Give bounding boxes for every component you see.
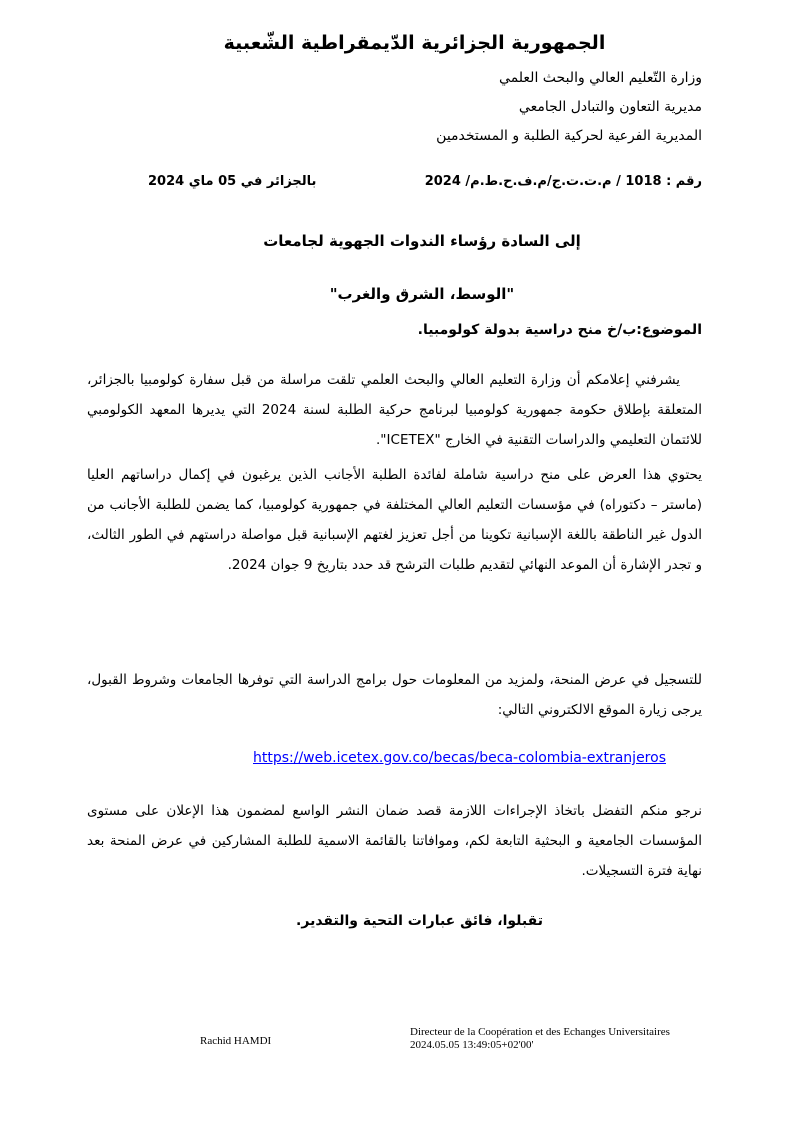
icetex-link[interactable]: https://web.icetex.gov.co/becas/beca-colombia-extranjeros (253, 750, 666, 766)
closing-salutation: تقبلوا، فائق عبارات التحية والتقدير. (296, 913, 543, 929)
addressee-line-1: إلى السادة رؤساء الندوات الجهوية لجامعات (263, 232, 581, 250)
paragraph-2-text: يحتوي هذا العرض على منح دراسية شاملة لفائدة الطلبة الأجانب الذين يرغبون في إكمال دراساتهم العليا (ماستر – دكتوراه) في مؤسسات التعليم العالي المختلفة في جمهورية كولومبيا، كما يضمن للطلبة الأجانب من الدول غير الناطقة باللغة الإسبانية تكوينا من أجل تعزيز لغتهم الإسبانية قبل مواصلة دراستهم في الطور الثالث، و تجدر الإشارة أن الموعد النهائي لتقديم طلبات الترشح قد حدد بتاريخ 9 جوان 2024. (87, 467, 702, 573)
sub-directorate-name: المديرية الفرعية لحركية الطلبة و المستخدمين (436, 128, 702, 144)
subject-line: الموضوع:ب/خ منح دراسية بدولة كولومبيا. (417, 322, 702, 338)
signer-name: Rachid HAMDI (200, 1035, 272, 1047)
paragraph-1-text: يشرفني إعلامكم أن وزارة التعليم العالي والبحث العلمي تلقت مراسلة من قبل سفارة كولومبيا بالجزائر، المتعلقة بإطلاق حكومة جمهورية كولومبيا لبرنامج حركية الطلبة لسنة 2024 التي يديرها المعهد الكولومبي للائتمان التعليمي والدراسات التقنية في الخارج "ICETEX". (87, 372, 702, 448)
directorate-name: مديرية التعاون والتبادل الجامعي (518, 99, 702, 115)
signature-timestamp: 2024.05.05 13:49:05+02'00' (410, 1039, 534, 1051)
body-paragraph-1 (87, 365, 702, 455)
ministry-name: وزارة التّعليم العالي والبحث العلمي (499, 70, 702, 86)
addressee-line-2: "الوسط، الشرق والغرب" (329, 285, 515, 303)
signer-title: Directeur de la Coopération et des Echanges Universitaires (410, 1026, 670, 1038)
digital-signature-block (410, 1026, 670, 1052)
reference-number: رقم : 1018 / م.ت.ت.ج/م.ف.ح.ط.م/ 2024 (424, 174, 702, 189)
paragraph-3-text: للتسجيل في عرض المنحة، ولمزيد من المعلومات حول برامج الدراسة التي توفرها الجامعات وشروط القبول، يرجى زيارة الموقع الالكتروني التالي: (87, 672, 702, 718)
body-paragraph-4 (87, 796, 702, 886)
republic-heading: الجمهورية الجزائرية الدّيمقراطية الشّعبية (223, 32, 606, 54)
place-and-date: بالجزائر في 05 ماي 2024 (148, 174, 317, 189)
body-paragraph-2 (87, 460, 702, 580)
paragraph-4-text: نرجو منكم التفضل باتخاذ الإجراءات اللازمة قصد ضمان النشر الواسع لمضمون هذا الإعلان على مستوى المؤسسات الجامعية و البحثية التابعة لكم، وموافاتنا بالقائمة الاسمية للطلبة المشاركين في عرض المنحة بعد نهاية فترة التسجيلات. (87, 803, 702, 879)
body-paragraph-3 (87, 665, 702, 725)
